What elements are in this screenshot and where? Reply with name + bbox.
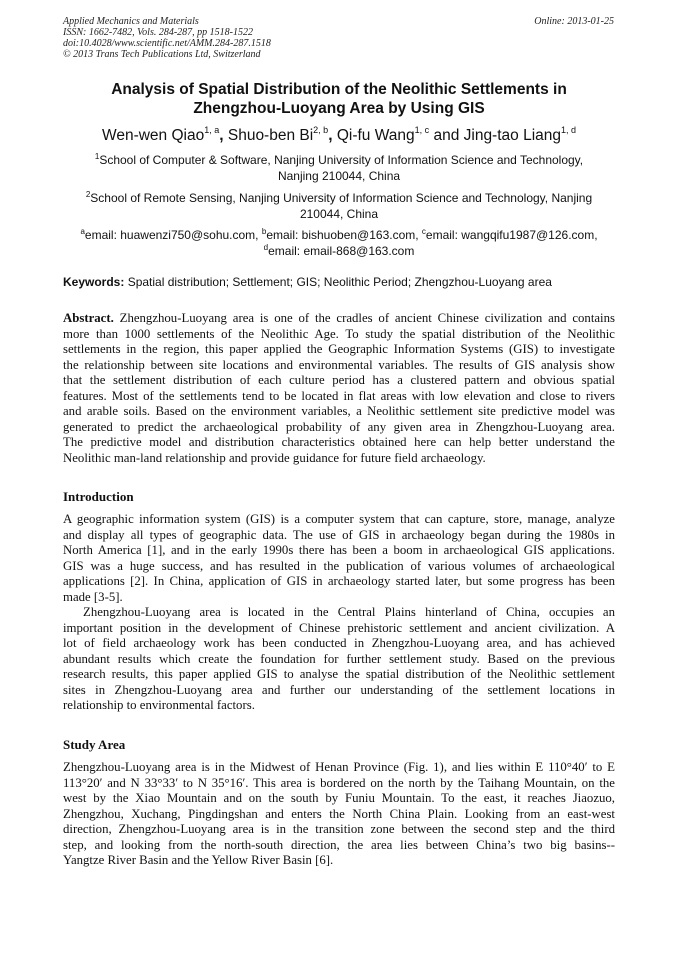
body-line: applications [2]. In China, application of GIS in archaeology started later, but some progress has been	[63, 574, 615, 588]
author-separator: and	[429, 127, 464, 144]
study-area-section	[63, 760, 615, 869]
affiliation-line: School of Remote Sensing, Nanjing University of Information Science and Technology, Nanjing	[90, 191, 593, 205]
email-link[interactable]: email: huawenzi750@sohu.com,	[84, 228, 262, 242]
body-line: made [3-5].	[63, 589, 123, 604]
body-line: relationship to environmental factors.	[63, 698, 255, 712]
author-separator: ,	[219, 127, 228, 144]
email-mark: b	[261, 227, 267, 236]
body-line: abundant results which create the foundation for further settlement study. Based on the previous	[63, 651, 615, 666]
body-line: Zhengzhou, Xuchang, Pingdingshan and enters the North China Plain. Looking from an east-west	[63, 806, 615, 821]
journal-header	[63, 16, 271, 60]
section-heading-introduction: Introduction	[63, 489, 134, 504]
abstract-line: and arable soils. Based on the environment variables, a Neolithic settlement site predictive model was	[63, 404, 615, 418]
keywords	[63, 275, 615, 290]
abstract-line: more than 1000 settlements of the Neolithic Age. To study the spatial distribution of the Neolithic	[63, 326, 615, 341]
affiliation-2	[63, 191, 615, 222]
doi-line[interactable]: doi:10.4028/www.scientific.net/AMM.284-287.1518	[63, 38, 271, 49]
abstract-line: the relationship between site locations and environmental variables. The results of GIS analysis show	[63, 357, 615, 372]
body-line: important position in the development of Chinese prehistoric settlement and ancient civilization. A	[63, 620, 615, 635]
body-line: Zhengzhou-Luoyang area is in the Midwest of Henan Province (Fig. 1), and lies within E 110°40′ to E	[63, 760, 615, 774]
abstract-line: generated to predict the archaeological probability of any given area in Zhengzhou-Luoyang area.	[63, 419, 615, 434]
abstract-line: Zhengzhou-Luoyang area is one of the cradles of ancient Chinese civilization and contains	[113, 311, 615, 325]
email-link[interactable]: email: wangqifu1987@126.com,	[425, 228, 598, 242]
abstract-line: features. Most of the settlements tend to be located in flat areas with low elevation and close to rivers	[63, 388, 615, 403]
journal-name: Applied Mechanics and Materials	[63, 16, 199, 27]
issn-line: ISSN: 1662-7482, Vols. 284-287, pp 1518-1522	[63, 27, 253, 38]
affiliation-1	[63, 153, 615, 184]
body-line: and display all types of geographic data. The use of GIS in archaeology began during the 1980s in	[63, 527, 615, 542]
keywords-label: Keywords:	[63, 275, 125, 289]
abstract-line: that the settlement distribution of each culture period has a clustered pattern and obvious spatial	[63, 373, 615, 387]
email-mark: c	[421, 227, 426, 236]
section-heading-study-area: Study Area	[63, 737, 126, 752]
author-name: Wen-wen Qiao	[101, 127, 205, 144]
email-mark: a	[80, 227, 85, 236]
author-emails	[63, 228, 615, 260]
body-line: lot of field archaeology work has been conducted in Zhengzhou-Luoyang area, and has achieved	[63, 636, 615, 650]
abstract-label: Abstract.	[63, 311, 114, 325]
abstract-line: The predictive model and distribution characteristics obtained here can help better understand the	[63, 435, 615, 449]
body-line: west by the Xiao Mountain and on the south by Funiu Mountain. To the east, it reaches Jiaozuo,	[63, 791, 615, 805]
affiliation-line: 210044, China	[299, 207, 379, 221]
body-line: North America [1], and in the early 1990s there has been a boom in archaeological GIS applications.	[63, 543, 615, 557]
author-affiliation-mark: 1, a	[204, 125, 220, 135]
title-line-1: Analysis of Spatial Distribution of the Neolithic Settlements in	[111, 81, 567, 98]
copyright-line: © 2013 Trans Tech Publications Ltd, Switzerland	[63, 49, 261, 60]
email-link[interactable]: email: bishuoben@163.com,	[266, 228, 422, 242]
affiliation-mark: 2	[85, 190, 91, 199]
body-line: Yangtze River Basin and the Yellow River Basin [6].	[63, 853, 334, 867]
paper-title	[63, 80, 615, 118]
affiliation-line: Nanjing 210044, China	[277, 169, 401, 183]
body-line: direction, Zhengzhou-Luoyang area is in the transition zone between the second step and the third	[63, 822, 615, 836]
author-separator: ,	[328, 127, 337, 144]
author-name: Shuo-ben Bi	[227, 127, 314, 144]
body-line: step, and looking from the north-south direction, the area lies between China’s two big basins--	[63, 837, 615, 852]
author-list	[63, 126, 615, 147]
introduction-section	[63, 512, 615, 714]
body-line: research results, this paper applied GIS to analyse the spatial distribution of the Neolithic settlement	[63, 667, 615, 681]
affiliation-line: School of Computer & Software, Nanjing University of Information Science and Technology,	[99, 153, 584, 167]
body-line: 113°20′ and N 33°33′ to N 35°16′. This area is bordered on the north by the Taihang Mountain, on the	[63, 775, 615, 790]
author-affiliation-mark: 1, c	[414, 125, 430, 135]
author-name: Jing-tao Liang	[463, 127, 561, 144]
abstract	[63, 311, 615, 466]
body-line: sites in Zhengzhou-Luoyang area and further our understanding of the settlement locations in	[63, 682, 615, 697]
email-link[interactable]: email: email-868@163.com	[268, 244, 415, 258]
body-line: A geographic information system (GIS) is a computer system that can capture, store, manage, analyze	[63, 512, 615, 526]
author-name: Qi-fu Wang	[336, 127, 415, 144]
body-line: Zhengzhou-Luoyang area is located in the Central Plains hinterland of China, occupies an	[83, 605, 615, 619]
author-affiliation-mark: 1, d	[561, 125, 577, 135]
keywords-text: Spatial distribution; Settlement; GIS; Neolithic Period; Zhengzhou-Luoyang area	[124, 275, 552, 289]
author-affiliation-mark: 2, b	[313, 125, 329, 135]
abstract-line: settlements in the region, this paper applied the Geographic Information Systems (GIS) to investigate	[63, 342, 615, 356]
email-mark: d	[263, 243, 269, 252]
abstract-line: Neolithic man-land relationship and provide guidance for future field archaeology.	[63, 450, 486, 465]
online-date: Online: 2013-01-25	[534, 16, 614, 27]
affiliation-mark: 1	[94, 152, 100, 161]
body-line: GIS was a huge success, and has resulted in the publication of various volumes of archaeological	[63, 558, 615, 573]
title-line-2: Zhengzhou-Luoyang Area by Using GIS	[193, 100, 485, 117]
